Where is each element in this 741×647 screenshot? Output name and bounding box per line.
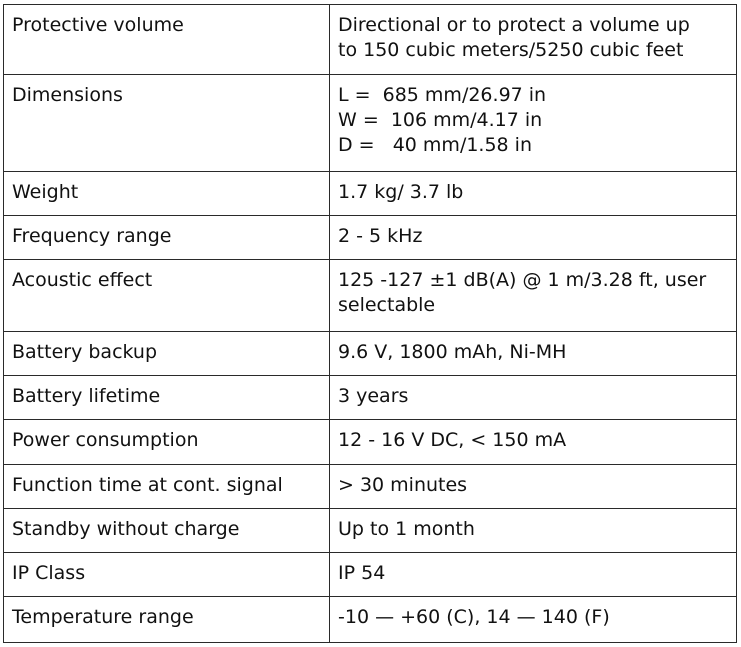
spec-table [3, 4, 737, 643]
spec-value: L = 685 mm/26.97 in W = 106 mm/4.17 in D = 40 mm/1.58 in [330, 75, 737, 172]
spec-value: 9.6 V, 1800 mAh, Ni-MH [330, 332, 737, 376]
spec-row-protective-volume [4, 5, 737, 75]
spec-row-dimensions [4, 75, 737, 172]
spec-row-temperature-range [4, 597, 737, 643]
spec-label: Acoustic effect [4, 260, 330, 332]
spec-value: IP 54 [330, 553, 737, 597]
spec-label: Battery backup [4, 332, 330, 376]
spec-value: 1.7 kg/ 3.7 lb [330, 172, 737, 216]
spec-value: 3 years [330, 376, 737, 420]
spec-row-battery-backup [4, 332, 737, 376]
spec-row-weight [4, 172, 737, 216]
spec-row-ip-class [4, 553, 737, 597]
spec-row-standby [4, 509, 737, 553]
spec-label: Frequency range [4, 216, 330, 260]
spec-value: 12 - 16 V DC, < 150 mA [330, 420, 737, 465]
spec-row-power-consumption [4, 420, 737, 465]
spec-label: Standby without charge [4, 509, 330, 553]
spec-value: 125 -127 ±1 dB(A) @ 1 m/3.28 ft, user selectable [330, 260, 737, 332]
spec-value: > 30 minutes [330, 465, 737, 509]
spec-row-frequency-range [4, 216, 737, 260]
spec-label: Weight [4, 172, 330, 216]
spec-label: Power consumption [4, 420, 330, 465]
spec-label: Temperature range [4, 597, 330, 643]
spec-value: 2 - 5 kHz [330, 216, 737, 260]
spec-value: Directional or to protect a volume up to 150 cubic meters/5250 cubic feet [330, 5, 737, 75]
spec-label: Function time at cont. signal [4, 465, 330, 509]
spec-row-acoustic-effect [4, 260, 737, 332]
spec-row-function-time [4, 465, 737, 509]
spec-label: Battery lifetime [4, 376, 330, 420]
spec-label: Protective volume [4, 5, 330, 75]
spec-row-battery-lifetime [4, 376, 737, 420]
spec-value: Up to 1 month [330, 509, 737, 553]
spec-label: Dimensions [4, 75, 330, 172]
spec-label: IP Class [4, 553, 330, 597]
spec-value: -10 — +60 (C), 14 — 140 (F) [330, 597, 737, 643]
